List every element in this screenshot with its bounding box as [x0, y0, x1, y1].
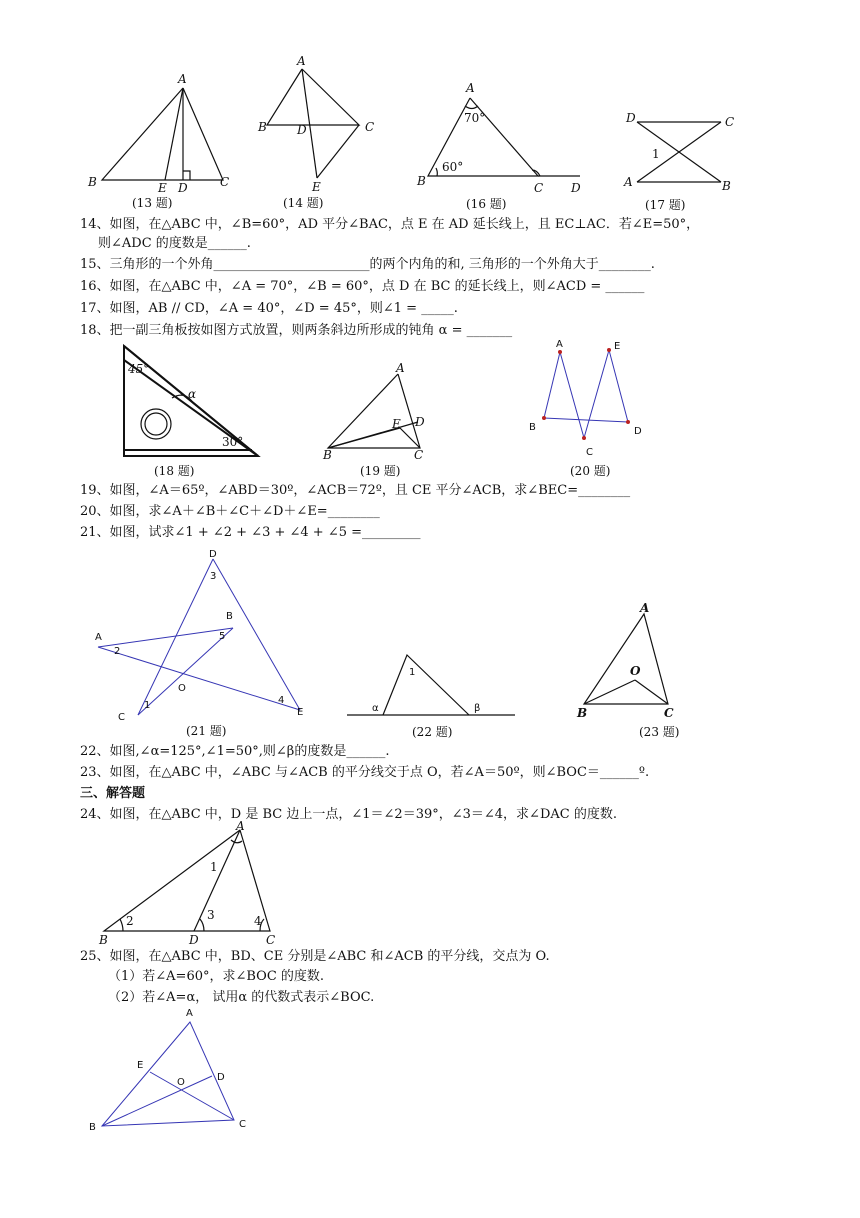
fig22-label-1: 1 [409, 667, 416, 678]
section-heading-3: 三、解答题 [80, 786, 146, 801]
fig13-label-c: C [220, 175, 230, 189]
fig17-label-d: D [626, 111, 636, 125]
fig21-label-o: O [178, 683, 186, 694]
question-20: 20、如图，求∠A＋∠B＋∠C＋∠D＋∠E=________ [80, 504, 380, 519]
figure-13 [80, 68, 230, 218]
fig24-label-d: D [189, 933, 199, 947]
question-16: 16、如图，在△ABC 中，∠A = 70°，∠B = 60°，点 D 在 BC 的延长线上，则∠ACD = ______ [80, 279, 645, 294]
fig23-label-b: B [577, 706, 588, 720]
question-17: 17、如图，AB // CD，∠A = 40°，∠D = 45°，则∠1 = _____. [80, 301, 458, 316]
fig19-label-d: D [415, 415, 425, 429]
fig20-label-e: E [614, 341, 621, 352]
question-18: 18、把一副三角板按如图方式放置，则两条斜边所形成的钝角 α = _______ [80, 323, 513, 338]
fig25-label-c: C [239, 1119, 246, 1130]
fig16-label-a: A [466, 81, 475, 95]
fig25-label-a: A [186, 1008, 193, 1019]
fig25-label-b: B [89, 1122, 96, 1133]
fig13-label-a: A [178, 72, 187, 86]
fig21-label-5: 5 [219, 631, 226, 642]
figure-19 [318, 362, 438, 480]
question-14-line2: 则∠ADC 的度数是______. [98, 236, 251, 251]
caption-17: (17 题) [645, 198, 686, 212]
fig16-label-d: D [571, 181, 581, 195]
question-25-part1: （1）若∠A=60°，求∠BOC 的度数. [108, 969, 325, 984]
fig25-label-o: O [177, 1077, 185, 1088]
fig21-label-d: D [209, 549, 217, 560]
caption-21: (21 题) [186, 724, 227, 738]
fig23-label-c: C [664, 706, 674, 720]
figure-17 [615, 108, 755, 218]
fig25-label-d: D [217, 1072, 225, 1083]
fig17-label-1: 1 [652, 147, 660, 161]
fig21-label-3: 3 [210, 571, 217, 582]
fig21-label-1: 1 [144, 700, 151, 711]
fig18-label-alpha: α [188, 387, 197, 401]
fig24-label-3: 3 [207, 908, 215, 922]
figure-21 [90, 545, 320, 743]
question-25: 25、如图，在△ABC 中，BD、CE 分别是∠ABC 和∠ACB 的平分线，交点为 O. [80, 949, 550, 964]
fig21-label-4: 4 [278, 695, 285, 706]
caption-19: (19 题) [360, 464, 401, 478]
figure-23 [572, 600, 702, 743]
fig13-label-d: D [178, 181, 188, 195]
caption-22: (22 题) [412, 725, 453, 739]
fig17-label-c: C [725, 115, 735, 129]
fig24-label-2: 2 [126, 914, 134, 928]
fig19-label-e: E [392, 417, 401, 431]
question-14-line1: 14、如图，在△ABC 中，∠B=60°，AD 平分∠BAC，点 E 在 AD 延长线上，且 EC⊥AC．若∠E=50°， [80, 217, 700, 232]
fig20-label-a: A [556, 339, 563, 350]
question-25-part2: （2）若∠A=α， 试用α 的代数式表示∠BOC. [108, 990, 375, 1005]
caption-18: (18 题) [154, 464, 195, 478]
fig18-label-30: 30° [222, 435, 244, 449]
fig24-label-4: 4 [254, 914, 262, 928]
figure-16 [410, 78, 590, 218]
fig14-label-e: E [312, 180, 321, 194]
fig19-label-c: C [414, 448, 424, 462]
fig21-label-b: B [226, 611, 233, 622]
question-15: 15、三角形的一个外角________________________的两个内角的和, 三角形的一个外角大于________. [80, 257, 655, 272]
fig17-label-a: A [624, 175, 633, 189]
fig16-label-b: B [417, 174, 426, 188]
fig14-label-b: B [258, 120, 267, 134]
question-22: 22、如图,∠α=125°,∠1=50°,则∠β的度数是______. [80, 744, 390, 759]
question-19: 19、如图，∠A＝65º，∠ABD＝30º，∠ACB＝72º，且 CE 平分∠ACB，求∠BEC=________ [80, 483, 631, 498]
caption-13: (13 题) [132, 196, 173, 210]
question-23: 23、如图，在△ABC 中，∠ABC 与∠ACB 的平分线交于点 O，若∠A＝50º，则∠BOC＝______º. [80, 765, 650, 780]
figure-25 [86, 1006, 266, 1136]
fig25-label-e: E [137, 1060, 144, 1071]
caption-16: (16 题) [466, 197, 507, 211]
fig20-label-c: C [586, 447, 593, 458]
fig22-label-alpha: α [372, 703, 379, 714]
fig23-label-o: O [630, 664, 641, 678]
fig16-label-70: 70° [464, 111, 486, 125]
figure-14 [255, 55, 395, 218]
caption-20: (20 题) [570, 464, 611, 478]
fig18-label-45: 45° [128, 362, 150, 376]
question-24: 24、如图，在△ABC 中，D 是 BC 边上一点，∠1＝∠2＝39°，∠3＝∠4，求∠DAC 的度数. [80, 807, 617, 822]
figure-20 [524, 338, 654, 480]
fig21-label-c: C [118, 712, 125, 723]
fig16-label-60: 60° [442, 160, 464, 174]
fig14-label-a: A [297, 54, 306, 68]
figure-22 [345, 648, 520, 743]
fig24-label-a: A [236, 819, 245, 833]
fig16-label-c: C [534, 181, 544, 195]
fig23-label-a: A [640, 601, 650, 615]
question-21: 21、如图，试求∠1 + ∠2 + ∠3 + ∠4 + ∠5 =_________ [80, 525, 421, 540]
fig19-label-a: A [396, 361, 405, 375]
fig20-label-d: D [634, 426, 642, 437]
fig19-label-b: B [323, 448, 332, 462]
figure-18 [110, 340, 280, 480]
fig24-label-b: B [99, 933, 108, 947]
fig21-label-a: A [95, 632, 102, 643]
fig13-label-e: E [158, 181, 167, 195]
fig17-label-b: B [722, 179, 731, 193]
fig21-label-2: 2 [114, 646, 121, 657]
fig22-label-beta: β [474, 703, 481, 714]
fig14-label-c: C [365, 120, 375, 134]
caption-23: (23 题) [639, 725, 680, 739]
fig20-label-b: B [529, 422, 536, 433]
figure-24 [96, 818, 286, 948]
fig13-label-b: B [88, 175, 97, 189]
fig14-label-d: D [297, 123, 307, 137]
fig24-label-1: 1 [210, 860, 218, 874]
fig21-label-e: E [297, 707, 304, 718]
fig24-label-c: C [266, 933, 276, 947]
caption-14: (14 题) [283, 196, 324, 210]
